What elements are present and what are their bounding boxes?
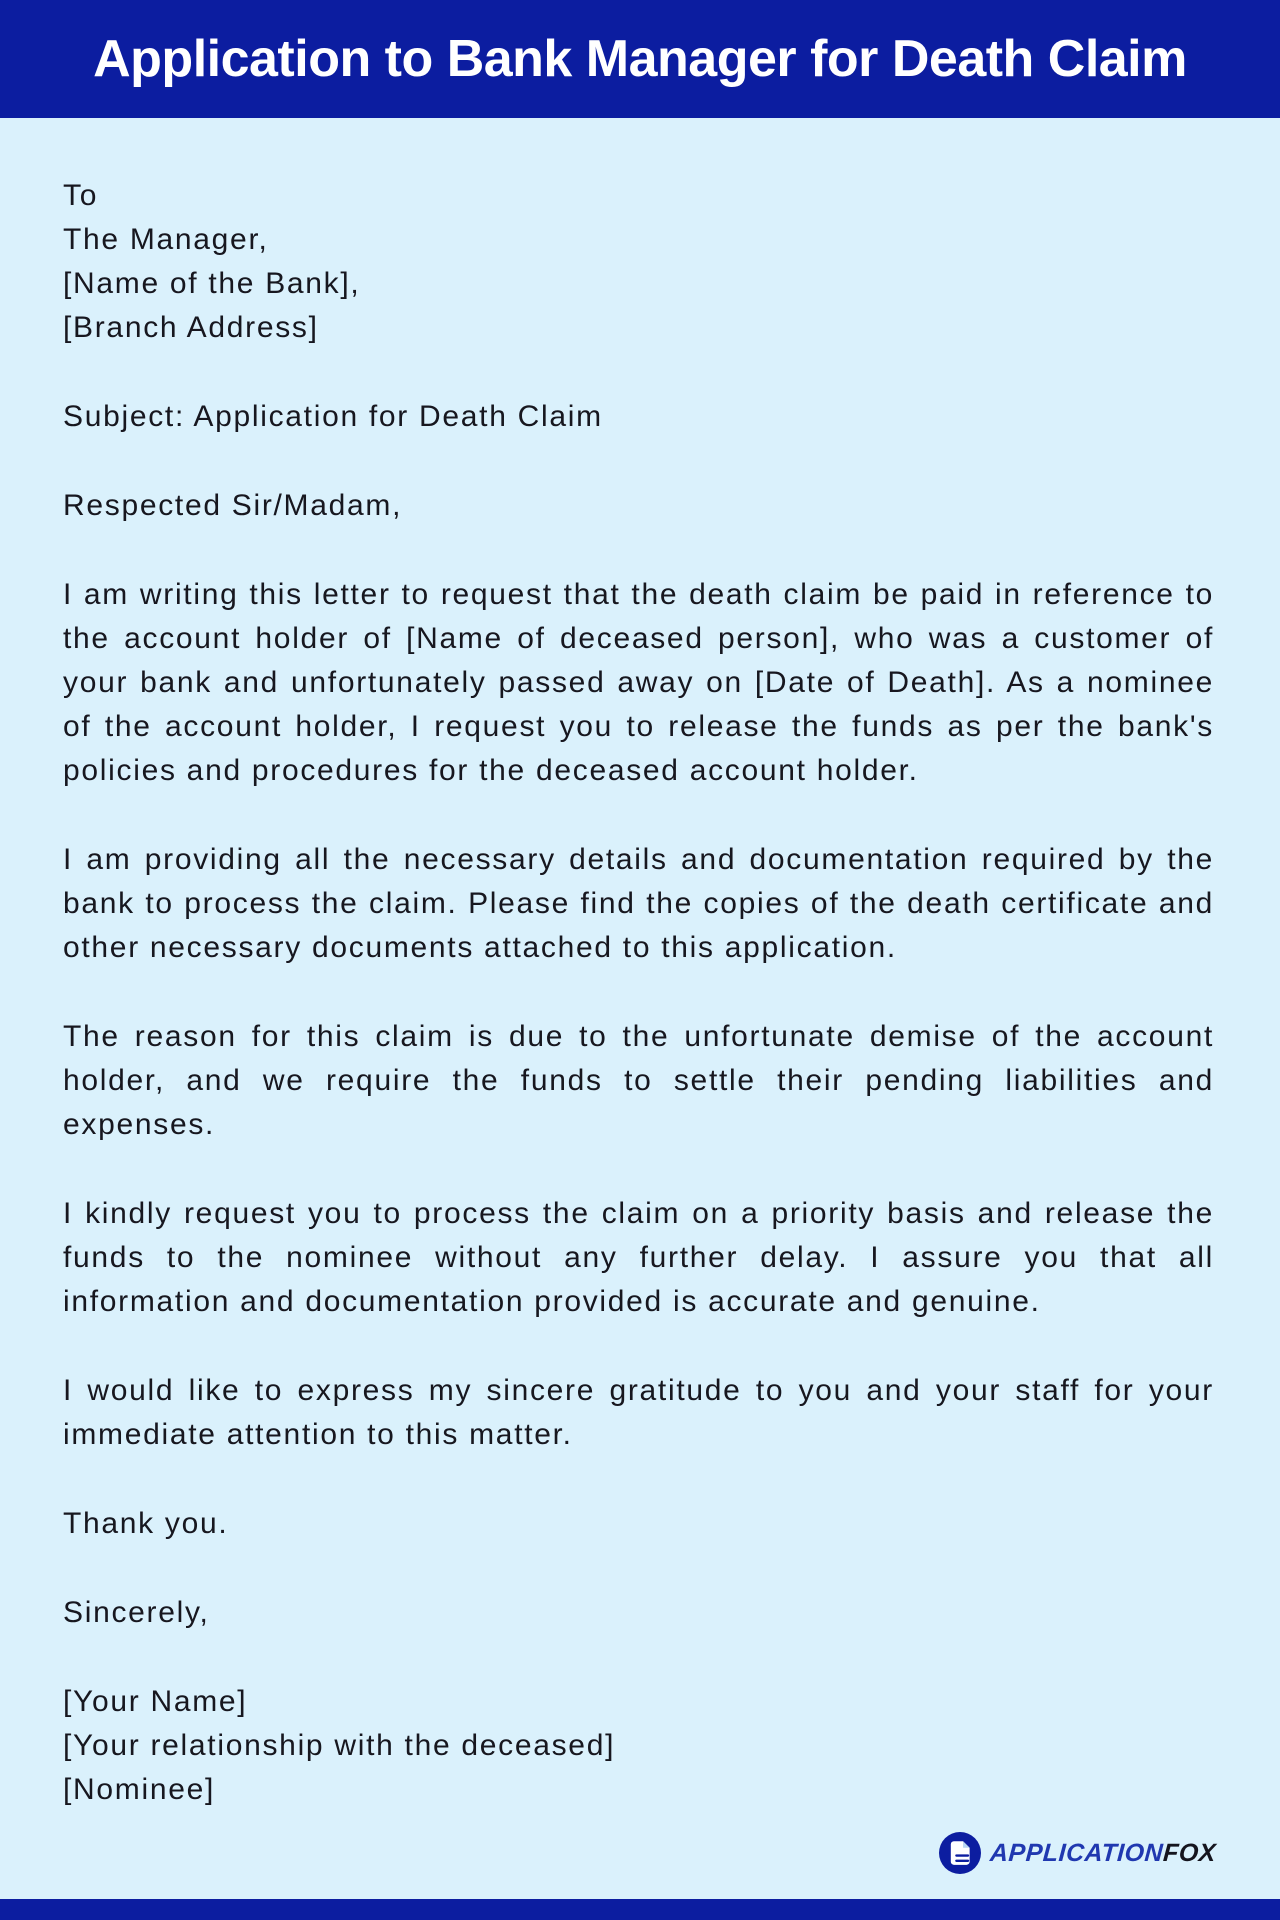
signoff: Sincerely, — [63, 1596, 210, 1629]
body-paragraph-4: I kindly request you to process the claim on a priority basis and release the funds to the nominee without any further delay. I assure you that all information and documentation provided is accurate and genuine. — [63, 1197, 1214, 1318]
letter-body — [0, 118, 1280, 1812]
recipient-line: To — [63, 179, 99, 212]
body-paragraph-1: I am writing this letter to request that the death claim be paid in reference to the account holder of [Name of deceased person], who was a customer of your bank and unfortunately passed away on [Date of Death]. As a nominee of the account holder, I request you to release the funds as per the bank's policies and procedures for the deceased account holder. — [63, 578, 1214, 787]
brand-name-secondary: FOX — [1162, 1838, 1218, 1867]
page-footer-bar — [0, 1899, 1280, 1920]
signature-line: [Nominee] — [63, 1773, 216, 1806]
page-title: Application to Bank Manager for Death Claim — [93, 30, 1187, 88]
closing-thanks: Thank you. — [63, 1507, 229, 1540]
signature-block — [63, 1680, 1214, 1812]
recipient-block — [63, 174, 1214, 350]
page-header — [0, 0, 1280, 118]
recipient-line: The Manager, — [63, 223, 269, 256]
brand-logo — [939, 1832, 1216, 1874]
salutation: Respected Sir/Madam, — [63, 489, 403, 522]
signature-line: [Your relationship with the deceased] — [63, 1729, 616, 1762]
recipient-line: [Name of the Bank], — [63, 267, 361, 300]
brand-name-primary: APPLICATION — [989, 1838, 1165, 1867]
subject-line: Subject: Application for Death Claim — [63, 400, 603, 433]
body-paragraph-3: The reason for this claim is due to the unfortunate demise of the account holder, and we require the funds to settle their pending liabilities and expenses. — [63, 1020, 1214, 1141]
brand-wordmark — [989, 1839, 1217, 1868]
body-paragraph-2: I am providing all the necessary details and documentation required by the bank to process the claim. Please find the copies of the death certificate and other necessary documents attached to this application. — [63, 843, 1214, 964]
recipient-line: [Branch Address] — [63, 311, 319, 344]
signature-line: [Your Name] — [63, 1685, 248, 1718]
body-paragraph-5: I would like to express my sincere gratitude to you and your staff for your immediate attention to this matter. — [63, 1374, 1214, 1451]
document-icon — [939, 1832, 981, 1874]
